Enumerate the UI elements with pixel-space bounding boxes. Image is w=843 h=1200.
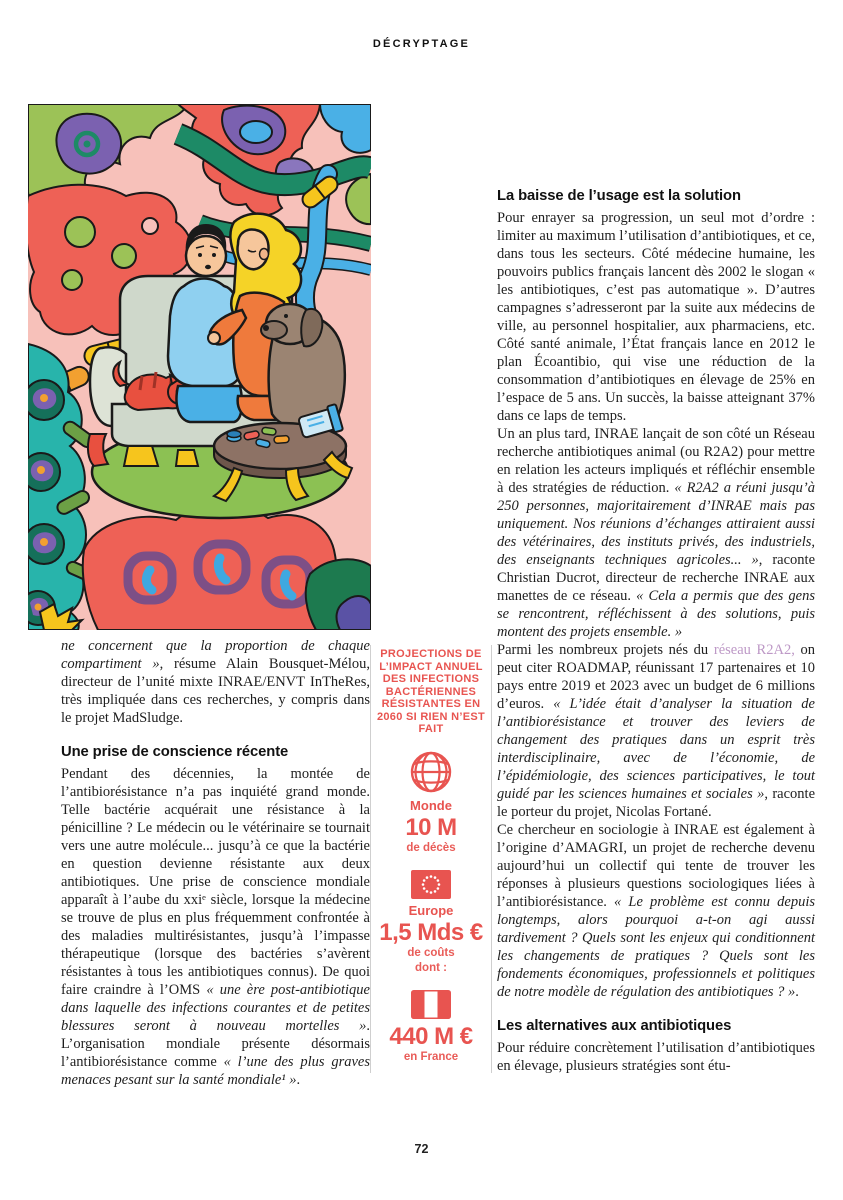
text-segment: . [296, 1072, 301, 1088]
r2a2-link[interactable]: réseau R2A2, [713, 642, 795, 658]
text-segment: . L’organisation mondiale présente désormais l’antibiorésistance comme [61, 1018, 370, 1070]
psychedelic-couch-illustration [28, 104, 371, 630]
quote-segment: « R2A2 a réuni jusqu’à 250 personnes, majoritairement d’INRAE mais pas uniquement. Nos réunions d’échanges attiraient aussi des vétérinaires, des instituts privés, des industriels, des enseignants techniques agricoles... » [497, 480, 815, 568]
right-column [497, 188, 815, 1075]
left-column [61, 637, 370, 1089]
quote-segment: « L’idée était d’analyser la situation de l’antibiorésistance et trouver des leviers de changement des pratiques dans un esprit très interdisciplinaire, avec de l’économie, de l’épidémiologie, des sciences participatives, le tout guidé par les sciences humaines et sociales » [497, 696, 815, 802]
infographic-europe [374, 870, 488, 976]
infographic-world [374, 750, 488, 856]
infographic-column [374, 648, 488, 1065]
text-segment: Pendant des décennies, la montée de l’antibiorésistance n’a pas inquiété grand monde. Telle bactérie acquérait une résistance à la pénicilline ? Le médecin ou le vétérinaire se tournait vers une autre molécule... jusqu’à ce que la bactérie en question devienne résistante aux deux antibiotiques. Une prise de conscience mondiale apparaît à l’aube du xxiᵉ siècle, lorsque la médecine se trouve de plus en plus fréquemment confrontée à des maladies multirésistantes, jusqu’à l’impasse thérapeutique (lorsque des bactéries s’avèrent résistantes à tous les antibiotiques connus). De quoi faire craindre à l’OMS [61, 766, 370, 998]
infographic-caption: de décès [406, 841, 456, 854]
infographic-caption: de coûts [407, 946, 455, 959]
text-segment: , résume Alain Bousquet-Mélou, directeur de l’unité mixte INRAE/ENVT InTheRes, très impliquée dans ces recherches, y compris dans le projet MadSludge. [61, 656, 370, 726]
infographic-caption: en France [403, 1050, 459, 1063]
infographic-france [374, 990, 488, 1065]
paragraph-alternatives [497, 1039, 815, 1075]
paragraph-r2a2 [497, 425, 815, 641]
column-rule-right [491, 645, 492, 1073]
text-segment: Ce chercheur en sociologie à INRAE est également à l’origine d’AMAGRI, un projet de recherche devenu aujourd’hui un collectif qui tente de trouver les réponses à plusieurs questions sociologiques liées à l’antibiorésistance. [497, 822, 815, 910]
page-number: 72 [414, 1142, 429, 1156]
eu-flag-icon [411, 870, 451, 899]
paragraph-roadmap [497, 641, 815, 821]
text-segment: Pour enrayer sa progression, un seul mot d’ordre : limiter au maximum l’utilisation d’antibiotiques, et ce, dans tous les secteurs. Côté médecine humaine, les pouvoirs publics français lancent dès 2002 le slogan « les antibiotiques, c’est pas automatique ». D’autres campagnes s’adresseront par la suite aux médecins de ville, au personnel hospitalier, aux pharmaciens, etc. Côté santé animale, l’État français lance en 2012 le plan Écoantibio, qui vise une réduction de la consommation d’antibiotiques en élevage de 25% en l’espace de 5 ans. Un succès, la baisse atteignant 37% dans ce laps de temps. [497, 210, 815, 424]
column-rule-left [370, 645, 371, 1073]
globe-icon [409, 750, 453, 794]
section-heading-usage: La baisse de l’usage est la solution [497, 188, 741, 204]
paragraph-intro [61, 637, 370, 727]
paragraph-conscience [61, 765, 370, 1089]
illustration [28, 104, 371, 630]
paragraph-amagri [497, 821, 815, 1001]
section-heading-conscience: Une prise de conscience récente [61, 744, 289, 760]
quote-segment: « une ère post-antibiotique dans laquelle des infections courantes et de petites blessures seront à nouveau mortelles » [61, 982, 370, 1034]
text-segment: Pour réduire concrètement l’utilisation d’antibiotiques en élevage, plusieurs stratégies sont étu- [497, 1040, 815, 1074]
text-segment: on peut citer ROADMAP, réunissant 17 partenaires et 10 pays entre 2019 et 2023 avec un budget de 6 millions d’euros. [497, 642, 815, 712]
text-segment: . [795, 984, 799, 1000]
paragraph-usage [497, 209, 815, 425]
infographic-caption: dont : [415, 961, 447, 974]
quote-segment: « l’une des plus graves menaces pesant sur la santé mondiale¹ » [61, 1054, 370, 1088]
text-segment: Parmi les nombreux projets nés du [497, 642, 714, 658]
france-flag-icon [411, 990, 451, 1019]
page-kicker: DÉCRYPTAGE [372, 38, 471, 50]
text-segment: Un an plus tard, INRAE lançait de son côté un Réseau recherche antibiotiques animal (ou R2A2) pour mettre en relation les acteurs impliqués et réfléchir ensemble à des stratégies de réduction. [497, 426, 815, 496]
infographic-title: PROJECTIONS DE L’IMPACT ANNUEL DES INFECTIONS BACTÉRIENNES RÉSISTANTES EN 2060 SI RIEN N’EST FAIT [376, 648, 486, 735]
infographic-value: 1,5 Mds € [379, 918, 483, 946]
infographic-region-label: Monde [410, 797, 452, 813]
section-heading-alternatives: Les alternatives aux antibiotiques [497, 1018, 732, 1034]
infographic-value: 10 M [405, 813, 457, 841]
infographic-value: 440 M € [389, 1022, 473, 1050]
quote-segment: « Le problème est connu depuis longtemps, alors pourquoi a-t-on agi aussi tardivement ? Quels sont les enjeux qui conditionnent les changements de pratiques ? Quels sont les fondements économiques, professionnels et politiques de notre modèle de régulation des antibiotiques ? » [497, 894, 815, 1000]
infographic-region-label: Europe [408, 902, 454, 918]
quote-segment: « Cela a permis que des gens se rencontrent, réfléchissent à des solutions, puis montent des projets ensemble. » [497, 588, 816, 640]
text-segment: , raconte Christian Ducrot, directeur de recherche INRAE aux manettes de ce réseau. [497, 552, 816, 604]
quote-segment: ne concernent que la proportion de chaque compartiment » [61, 638, 370, 672]
text-segment: , raconte le porteur du projet, Nicolas Fortané. [497, 786, 815, 820]
